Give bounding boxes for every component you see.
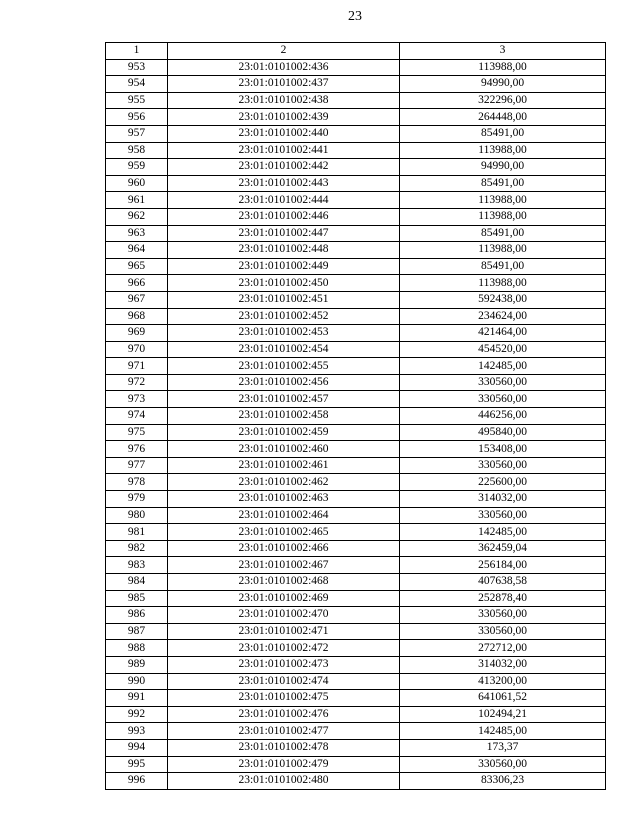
row-number-cell: 981: [106, 524, 168, 541]
cadastral-number-cell: 23:01:0101002:460: [168, 441, 400, 458]
cadastral-number-cell: 23:01:0101002:480: [168, 773, 400, 790]
value-cell: 142485,00: [400, 524, 606, 541]
cadastral-number-cell: 23:01:0101002:473: [168, 656, 400, 673]
value-cell: 113988,00: [400, 208, 606, 225]
value-cell: 252878,40: [400, 590, 606, 607]
cadastral-number-cell: 23:01:0101002:476: [168, 706, 400, 723]
value-cell: 113988,00: [400, 59, 606, 76]
table-row: [106, 474, 606, 491]
row-number-cell: 973: [106, 391, 168, 408]
table-row: [106, 723, 606, 740]
table-row: [106, 358, 606, 375]
row-number-cell: 989: [106, 656, 168, 673]
row-number-cell: 984: [106, 574, 168, 591]
cadastral-number-cell: 23:01:0101002:479: [168, 756, 400, 773]
row-number-cell: 980: [106, 507, 168, 524]
cadastral-number-cell: 23:01:0101002:450: [168, 275, 400, 292]
value-cell: 330560,00: [400, 457, 606, 474]
cadastral-number-cell: 23:01:0101002:442: [168, 159, 400, 176]
cadastral-number-cell: 23:01:0101002:436: [168, 59, 400, 76]
table-row: [106, 125, 606, 142]
row-number-cell: 975: [106, 424, 168, 441]
value-cell: 102494,21: [400, 706, 606, 723]
table-row: [106, 574, 606, 591]
row-number-cell: 992: [106, 706, 168, 723]
row-number-cell: 970: [106, 341, 168, 358]
row-number-cell: 993: [106, 723, 168, 740]
table-body: [106, 59, 606, 789]
value-cell: 592438,00: [400, 291, 606, 308]
cadastral-number-cell: 23:01:0101002:449: [168, 258, 400, 275]
value-cell: 85491,00: [400, 225, 606, 242]
row-number-cell: 954: [106, 76, 168, 93]
cadastral-number-cell: 23:01:0101002:444: [168, 192, 400, 209]
value-cell: 330560,00: [400, 607, 606, 624]
table-row: [106, 192, 606, 209]
table-row: [106, 424, 606, 441]
table-row: [106, 242, 606, 259]
table-row: [106, 225, 606, 242]
value-cell: 153408,00: [400, 441, 606, 458]
row-number-cell: 961: [106, 192, 168, 209]
value-cell: 421464,00: [400, 325, 606, 342]
table-row: [106, 507, 606, 524]
cadastral-number-cell: 23:01:0101002:458: [168, 408, 400, 425]
row-number-cell: 985: [106, 590, 168, 607]
cadastral-number-cell: 23:01:0101002:446: [168, 208, 400, 225]
value-cell: 641061,52: [400, 690, 606, 707]
cadastral-number-cell: 23:01:0101002:456: [168, 374, 400, 391]
row-number-cell: 953: [106, 59, 168, 76]
table-row: [106, 175, 606, 192]
table-row: [106, 109, 606, 126]
cadastral-number-cell: 23:01:0101002:462: [168, 474, 400, 491]
value-cell: 314032,00: [400, 491, 606, 508]
table-row: [106, 756, 606, 773]
cadastral-number-cell: 23:01:0101002:475: [168, 690, 400, 707]
column-header-1: 1: [106, 43, 168, 60]
table-row: [106, 92, 606, 109]
row-number-cell: 960: [106, 175, 168, 192]
row-number-cell: 969: [106, 325, 168, 342]
value-cell: 330560,00: [400, 391, 606, 408]
cadastral-number-cell: 23:01:0101002:466: [168, 540, 400, 557]
cadastral-number-cell: 23:01:0101002:443: [168, 175, 400, 192]
cadastral-number-cell: 23:01:0101002:459: [168, 424, 400, 441]
value-cell: 142485,00: [400, 358, 606, 375]
row-number-cell: 968: [106, 308, 168, 325]
value-cell: 314032,00: [400, 656, 606, 673]
row-number-cell: 979: [106, 491, 168, 508]
row-number-cell: 956: [106, 109, 168, 126]
value-cell: 330560,00: [400, 756, 606, 773]
value-cell: 85491,00: [400, 125, 606, 142]
row-number-cell: 977: [106, 457, 168, 474]
row-number-cell: 991: [106, 690, 168, 707]
cadastral-number-cell: 23:01:0101002:474: [168, 673, 400, 690]
table-row: [106, 607, 606, 624]
cadastral-number-cell: 23:01:0101002:448: [168, 242, 400, 259]
table-row: [106, 640, 606, 657]
table-row: [106, 208, 606, 225]
value-cell: 85491,00: [400, 175, 606, 192]
value-cell: 142485,00: [400, 723, 606, 740]
table-row: [106, 739, 606, 756]
row-number-cell: 978: [106, 474, 168, 491]
row-number-cell: 995: [106, 756, 168, 773]
table-row: [106, 374, 606, 391]
row-number-cell: 959: [106, 159, 168, 176]
row-number-cell: 974: [106, 408, 168, 425]
value-cell: 495840,00: [400, 424, 606, 441]
table-row: [106, 441, 606, 458]
row-number-cell: 963: [106, 225, 168, 242]
cadastral-number-cell: 23:01:0101002:477: [168, 723, 400, 740]
row-number-cell: 982: [106, 540, 168, 557]
table-row: [106, 341, 606, 358]
cadastral-number-cell: 23:01:0101002:464: [168, 507, 400, 524]
value-cell: 362459,04: [400, 540, 606, 557]
cadastral-number-cell: 23:01:0101002:472: [168, 640, 400, 657]
value-cell: 113988,00: [400, 142, 606, 159]
table-row: [106, 76, 606, 93]
table-row: [106, 457, 606, 474]
row-number-cell: 955: [106, 92, 168, 109]
value-cell: 225600,00: [400, 474, 606, 491]
cadastral-number-cell: 23:01:0101002:441: [168, 142, 400, 159]
cadastral-number-cell: 23:01:0101002:438: [168, 92, 400, 109]
row-number-cell: 996: [106, 773, 168, 790]
table-row: [106, 325, 606, 342]
table-row: [106, 773, 606, 790]
value-cell: 330560,00: [400, 374, 606, 391]
row-number-cell: 972: [106, 374, 168, 391]
cadastral-number-cell: 23:01:0101002:469: [168, 590, 400, 607]
table-row: [106, 258, 606, 275]
row-number-cell: 988: [106, 640, 168, 657]
cadastral-number-cell: 23:01:0101002:455: [168, 358, 400, 375]
value-cell: 413200,00: [400, 673, 606, 690]
value-cell: 85491,00: [400, 258, 606, 275]
table-row: [106, 540, 606, 557]
value-cell: 113988,00: [400, 275, 606, 292]
value-cell: 83306,23: [400, 773, 606, 790]
value-cell: 407638,58: [400, 574, 606, 591]
value-cell: 234624,00: [400, 308, 606, 325]
table-row: [106, 524, 606, 541]
row-number-cell: 966: [106, 275, 168, 292]
cadastral-number-cell: 23:01:0101002:454: [168, 341, 400, 358]
row-number-cell: 965: [106, 258, 168, 275]
table-row: [106, 291, 606, 308]
row-number-cell: 990: [106, 673, 168, 690]
cadastral-number-cell: 23:01:0101002:465: [168, 524, 400, 541]
cadastral-number-cell: 23:01:0101002:478: [168, 739, 400, 756]
cadastral-registry-table: [105, 42, 606, 790]
value-cell: 330560,00: [400, 623, 606, 640]
cadastral-number-cell: 23:01:0101002:439: [168, 109, 400, 126]
value-cell: 446256,00: [400, 408, 606, 425]
cadastral-number-cell: 23:01:0101002:451: [168, 291, 400, 308]
cadastral-number-cell: 23:01:0101002:457: [168, 391, 400, 408]
row-number-cell: 962: [106, 208, 168, 225]
value-cell: 256184,00: [400, 557, 606, 574]
table-row: [106, 408, 606, 425]
page-number: 23: [348, 9, 362, 24]
cadastral-number-cell: 23:01:0101002:461: [168, 457, 400, 474]
cadastral-number-cell: 23:01:0101002:463: [168, 491, 400, 508]
table-row: [106, 275, 606, 292]
value-cell: 94990,00: [400, 76, 606, 93]
cadastral-number-cell: 23:01:0101002:447: [168, 225, 400, 242]
table-row: [106, 590, 606, 607]
cadastral-number-cell: 23:01:0101002:440: [168, 125, 400, 142]
value-cell: 330560,00: [400, 507, 606, 524]
value-cell: 113988,00: [400, 242, 606, 259]
cadastral-number-cell: 23:01:0101002:452: [168, 308, 400, 325]
table-row: [106, 59, 606, 76]
cadastral-number-cell: 23:01:0101002:467: [168, 557, 400, 574]
table-row: [106, 142, 606, 159]
row-number-cell: 967: [106, 291, 168, 308]
value-cell: 272712,00: [400, 640, 606, 657]
table-row: [106, 557, 606, 574]
cadastral-number-cell: 23:01:0101002:468: [168, 574, 400, 591]
cadastral-number-cell: 23:01:0101002:453: [168, 325, 400, 342]
row-number-cell: 958: [106, 142, 168, 159]
table-row: [106, 706, 606, 723]
row-number-cell: 964: [106, 242, 168, 259]
row-number-cell: 983: [106, 557, 168, 574]
value-cell: 322296,00: [400, 92, 606, 109]
table-row: [106, 690, 606, 707]
table-row: [106, 159, 606, 176]
table-row: [106, 673, 606, 690]
value-cell: 113988,00: [400, 192, 606, 209]
cadastral-number-cell: 23:01:0101002:471: [168, 623, 400, 640]
column-header-2: 2: [168, 43, 400, 60]
row-number-cell: 957: [106, 125, 168, 142]
row-number-cell: 987: [106, 623, 168, 640]
value-cell: 264448,00: [400, 109, 606, 126]
value-cell: 454520,00: [400, 341, 606, 358]
column-header-3: 3: [400, 43, 606, 60]
cadastral-number-cell: 23:01:0101002:437: [168, 76, 400, 93]
table-row: [106, 656, 606, 673]
table-row: [106, 308, 606, 325]
table-header: [106, 43, 606, 60]
row-number-cell: 986: [106, 607, 168, 624]
table-row: [106, 491, 606, 508]
row-number-cell: 971: [106, 358, 168, 375]
value-cell: 173,37: [400, 739, 606, 756]
table-row: [106, 623, 606, 640]
cadastral-number-cell: 23:01:0101002:470: [168, 607, 400, 624]
row-number-cell: 994: [106, 739, 168, 756]
value-cell: 94990,00: [400, 159, 606, 176]
row-number-cell: 976: [106, 441, 168, 458]
table-row: [106, 391, 606, 408]
header-row: [106, 43, 606, 60]
